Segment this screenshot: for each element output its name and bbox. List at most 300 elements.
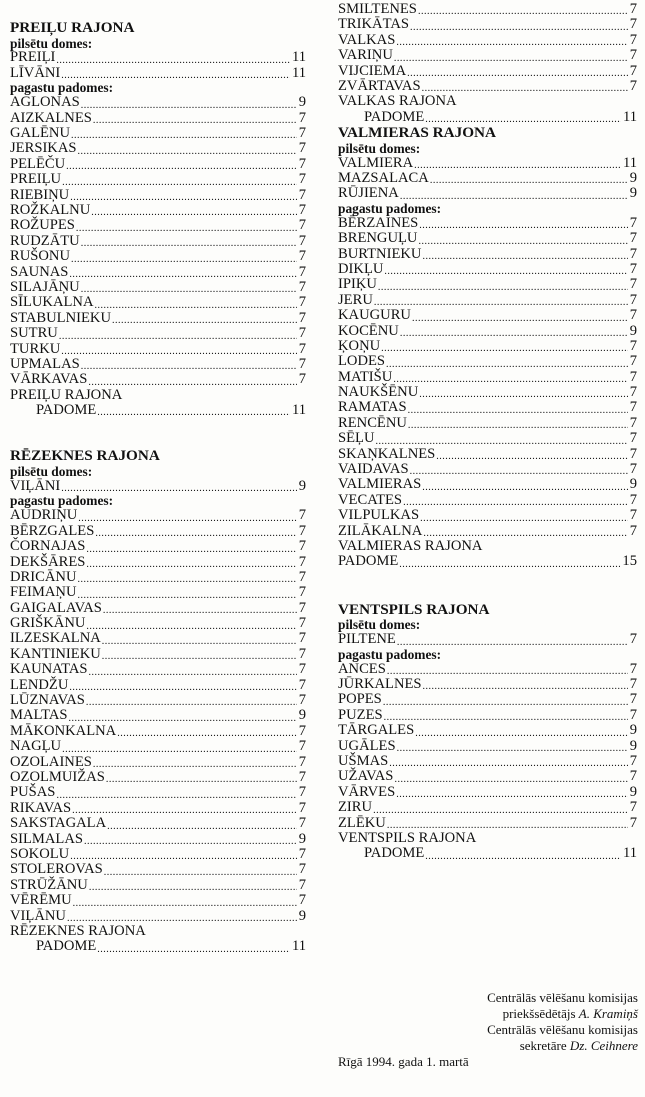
dot-leader (78, 514, 296, 524)
seat-count: 7 (298, 278, 306, 295)
entry-row (10, 785, 306, 800)
entry-row (338, 262, 637, 277)
entry-name: SILAJĀŅU (10, 278, 80, 295)
dot-leader (384, 713, 628, 723)
entry-row (338, 508, 637, 523)
seat-count: 7 (298, 630, 306, 647)
dot-leader (95, 301, 297, 311)
entry-name: BĒRZAINES (338, 214, 419, 231)
entry-row (10, 678, 306, 693)
entry-name: PADOME (364, 845, 425, 862)
district-council-label: VENTSPILS RAJONA (338, 829, 477, 846)
district-heading: RĒZEKNES RAJONA (10, 447, 160, 465)
seat-count: 7 (298, 845, 306, 862)
dot-leader (400, 329, 628, 339)
entry-row (338, 739, 637, 754)
left-column (10, 0, 306, 955)
entry-row (10, 847, 306, 862)
entry-name: TRIKĀTAS (338, 16, 409, 33)
entry-name: UGĀLES (338, 737, 396, 754)
entry-row (10, 311, 306, 326)
seat-count: 7 (629, 753, 637, 769)
entry-name: BURTNIEKU (338, 245, 422, 262)
entry-row (10, 585, 306, 600)
seat-count: 9 (298, 830, 306, 847)
entry-row (338, 324, 637, 339)
dot-leader (422, 483, 627, 493)
entry-row (10, 111, 306, 126)
seat-count: 7 (298, 676, 306, 693)
entry-name: DIKĻU (338, 260, 384, 277)
entry-name: VILPULKAS (338, 507, 420, 524)
seat-count: 7 (298, 876, 306, 893)
seat-count: 7 (629, 276, 637, 293)
entry-name: PUŠAS (10, 784, 56, 801)
entry-row (10, 909, 306, 924)
seat-count: 7 (298, 294, 306, 311)
entry-row (338, 216, 637, 231)
entry-name: RENCĒNU (338, 414, 407, 431)
dot-leader (61, 347, 296, 357)
seat-count: 9 (629, 170, 637, 186)
dot-leader (89, 883, 297, 893)
dot-leader (389, 759, 627, 769)
entry-row (338, 816, 637, 831)
seat-count: 7 (298, 615, 306, 632)
entry-name: RIEBIŅU (10, 186, 70, 203)
seat-count: 7 (298, 125, 306, 142)
seat-count: 7 (629, 337, 637, 354)
seat-count: 7 (629, 507, 637, 524)
entry-row (338, 277, 637, 292)
entry-row (338, 462, 637, 477)
seat-count: 7 (629, 47, 637, 64)
seat-count: 7 (298, 692, 306, 709)
entry-row (338, 171, 637, 186)
entry-row (10, 862, 306, 877)
entry-row (10, 295, 306, 310)
entry-row (10, 616, 306, 631)
seat-count: 7 (629, 522, 637, 539)
dot-leader (425, 852, 621, 862)
entry-row (10, 555, 306, 570)
secretary-title: sekretāre (519, 1038, 570, 1053)
entry-row (338, 17, 637, 32)
dot-leader (102, 652, 297, 662)
entry-row (10, 51, 306, 66)
entry-row (338, 354, 637, 369)
entry-row (10, 249, 306, 264)
entry-name: BĒRZGALES (10, 522, 95, 539)
dot-leader (97, 408, 290, 418)
seat-count: 11 (291, 938, 306, 955)
seat-count: 7 (629, 353, 637, 370)
entry-name: ZLĒKU (338, 814, 386, 831)
dot-leader (78, 147, 297, 157)
entry-name: SĒĻU (338, 430, 375, 447)
seat-count: 9 (629, 322, 637, 339)
dot-leader (399, 560, 620, 570)
seat-count: 7 (629, 631, 637, 648)
entry-name: VALKAS (338, 31, 396, 48)
entry-name: ZILĀKALNA (338, 522, 423, 539)
seat-count: 7 (629, 62, 637, 79)
seat-count: 7 (298, 155, 306, 172)
entry-row (338, 64, 637, 79)
entry-name: IPIĶU (338, 276, 377, 293)
dot-leader (415, 729, 627, 739)
entry-row (10, 724, 306, 739)
dot-leader (397, 744, 628, 754)
dot-leader (84, 837, 297, 847)
entry-name: AGLONAS (10, 94, 80, 111)
entry-name: RŪJIENA (338, 185, 399, 202)
entry-name: PADOME (364, 108, 425, 125)
entry-row (10, 878, 306, 893)
entry-row (338, 662, 637, 677)
subsection-heading: pilsētu domes: (10, 463, 93, 479)
seat-count: 7 (629, 660, 637, 677)
seat-count: 9 (629, 737, 637, 754)
dot-leader (97, 945, 290, 955)
chairman-line (338, 1006, 638, 1022)
seat-count: 7 (298, 355, 306, 372)
dot-leader (117, 729, 296, 739)
district-council-label: PREIĻU RAJONA (10, 386, 123, 403)
entry-name: STRŪŽĀNU (10, 876, 88, 893)
seat-count: 7 (298, 784, 306, 801)
seat-count: 11 (622, 154, 637, 171)
entry-name: SUTRU (10, 325, 58, 342)
entry-row (10, 95, 306, 110)
entry-row (338, 400, 637, 415)
entry-row (338, 339, 637, 354)
entry-row (338, 800, 637, 815)
entry-row (338, 247, 637, 262)
seat-count: 11 (291, 49, 306, 66)
seat-count: 7 (298, 769, 306, 785)
dot-leader (56, 791, 296, 801)
entry-row (338, 846, 637, 861)
dot-leader (93, 116, 297, 126)
dot-leader (407, 69, 628, 79)
entry-row (338, 308, 637, 323)
seat-count: 7 (298, 248, 306, 265)
dot-leader (394, 775, 627, 785)
entry-name: SAKSTAGALA (10, 815, 107, 832)
district-council-label: VALKAS RAJONA (338, 93, 457, 110)
seat-count: 7 (629, 214, 637, 231)
entry-name: SĪLUKALNA (10, 294, 94, 311)
entry-name: ANCES (338, 660, 386, 677)
entry-name: ROŽKALNU (10, 202, 91, 218)
seat-count: 7 (298, 553, 306, 570)
entry-row (338, 447, 637, 462)
entry-name: FEIMAŅU (10, 584, 77, 601)
entry-name: VĒRĒMU (10, 892, 72, 909)
dot-leader (56, 56, 290, 66)
seat-count: 9 (298, 94, 306, 111)
entry-name: PADOME (338, 553, 399, 570)
seat-count: 7 (629, 430, 637, 447)
date-line: Rīgā 1994. gada 1. martā (338, 1054, 469, 1069)
entry-row (338, 110, 637, 125)
entry-name: JERSIKAS (10, 140, 77, 157)
entry-row (10, 280, 306, 295)
seat-count: 7 (298, 186, 306, 203)
entry-name: AIZKALNES (10, 109, 92, 126)
seat-count: 11 (622, 845, 637, 862)
entry-row (10, 524, 306, 539)
entry-name: KANTINIEKU (10, 645, 101, 662)
seat-count: 9 (298, 907, 306, 924)
seat-count: 7 (629, 445, 637, 462)
entry-row (338, 477, 637, 492)
entry-name: JERU (338, 291, 373, 308)
dot-leader (419, 390, 627, 400)
seat-count: 7 (298, 171, 306, 188)
seat-count: 7 (298, 815, 306, 832)
seat-count: 7 (298, 799, 306, 816)
entry-name: PADOME (36, 938, 97, 955)
entry-name: KAUGURU (338, 307, 411, 324)
entry-row (338, 708, 637, 723)
entry-name: PADOME (36, 402, 97, 419)
entry-row (338, 493, 637, 508)
entry-row (338, 370, 637, 385)
seat-count: 9 (298, 477, 306, 494)
district-heading: VALMIERAS RAJONA (338, 124, 496, 142)
seat-count: 9 (629, 476, 637, 493)
seat-count: 7 (298, 861, 306, 878)
entry-row (10, 342, 306, 357)
entry-row (338, 385, 637, 400)
seat-count: 9 (298, 707, 306, 724)
entry-row (338, 785, 637, 800)
seat-count: 9 (629, 722, 637, 739)
entry-name: VALMIERAS (338, 476, 422, 493)
seat-count: 7 (298, 507, 306, 524)
dot-leader (419, 221, 627, 231)
dot-leader (410, 467, 628, 477)
dot-leader (422, 252, 627, 262)
entry-row (10, 157, 306, 172)
entry-row (338, 2, 637, 17)
dot-leader (77, 575, 296, 585)
dot-leader (423, 682, 628, 692)
entry-row (338, 554, 637, 569)
entry-name: NAUKŠĒNU (338, 384, 419, 401)
dot-leader (104, 868, 297, 878)
entry-name: SAUNAS (10, 263, 69, 280)
entry-row (10, 188, 306, 203)
dot-leader (393, 375, 627, 385)
dot-leader (418, 237, 627, 247)
entry-row (10, 755, 306, 770)
dot-leader (81, 239, 297, 249)
entry-name: SILMALAS (10, 830, 83, 847)
dot-leader (386, 360, 628, 370)
dot-leader (103, 606, 297, 616)
entry-name: AUDRIŅU (10, 507, 78, 524)
right-column (338, 0, 637, 862)
dot-leader (86, 545, 296, 555)
entry-row (10, 632, 306, 647)
entry-name: VIĻĀNI (10, 477, 61, 494)
entry-row (10, 662, 306, 677)
seat-count: 7 (298, 140, 306, 157)
chairman-name: A. Kramiņš (578, 1006, 638, 1021)
seat-count: 7 (298, 738, 306, 755)
entry-name: ČORNAJAS (10, 538, 86, 555)
entry-name: ĶOŅU (338, 337, 381, 354)
dot-leader (430, 176, 628, 186)
entry-name: ZVĀRTAVAS (338, 77, 421, 94)
seat-count: 7 (629, 230, 637, 247)
entry-name: PREIĻI (10, 49, 56, 66)
dot-leader (394, 54, 628, 64)
entry-name: MAZSALACA (338, 170, 429, 186)
entry-name: RUDZĀTU (10, 232, 80, 249)
entry-row (10, 601, 306, 616)
district-heading: PREIĻU RAJONA (10, 19, 135, 36)
entry-row (338, 416, 637, 431)
entry-row (338, 723, 637, 738)
subsection-heading: pagastu padomes: (10, 493, 114, 509)
entry-name: VIJCIEMA (338, 62, 407, 79)
subsection-heading: pagastu padomes: (338, 646, 442, 662)
seat-count: 7 (629, 706, 637, 723)
secretary-name: Dz. Ceihnere (569, 1038, 638, 1053)
entry-name: ZIRU (338, 799, 373, 816)
dot-leader (374, 298, 628, 308)
entry-name: DRICĀNU (10, 568, 77, 585)
dot-leader (408, 421, 628, 431)
dot-leader (86, 560, 296, 570)
commission-line-1: Centrālās vēlēšanu komisijas (487, 990, 638, 1005)
entry-row (10, 403, 306, 418)
district-council-label: VALMIERAS RAJONA (338, 538, 483, 554)
dot-leader (71, 131, 297, 141)
dot-leader (69, 683, 296, 693)
entry-name: BRENGUĻU (338, 230, 418, 247)
dot-leader (384, 267, 627, 277)
entry-name: GAIGALAVAS (10, 599, 102, 616)
seat-count: 7 (298, 109, 306, 126)
entry-name: LŪZNAVAS (10, 692, 85, 709)
seat-count: 7 (629, 768, 637, 785)
entry-name: VIĻĀNU (10, 907, 66, 924)
entry-row (338, 632, 637, 647)
entry-name: OZOLAINES (10, 753, 92, 770)
seat-count: 7 (629, 260, 637, 277)
dot-leader (62, 178, 297, 188)
entry-name: LĪVĀNI (10, 64, 61, 81)
spacer (338, 570, 637, 602)
dot-leader (81, 101, 297, 111)
commission-line-2: Centrālās vēlēšanu komisijas (487, 1022, 638, 1037)
seat-count: 11 (291, 64, 306, 81)
dot-leader (383, 698, 628, 708)
subsection-heading: pilsētu domes: (338, 140, 421, 156)
dot-leader (86, 622, 296, 632)
entry-name: GALĒNU (10, 125, 70, 142)
seat-count: 7 (629, 307, 637, 324)
seat-count: 7 (629, 0, 637, 17)
entry-row (10, 357, 306, 372)
entry-row (10, 801, 306, 816)
entry-name: VĀRVES (338, 783, 396, 800)
entry-name: VAIDAVAS (338, 461, 409, 478)
entry-row (10, 939, 306, 954)
entry-row (10, 126, 306, 141)
dot-leader (71, 255, 297, 265)
entry-name: JŪRKALNES (338, 676, 422, 693)
seat-count: 7 (298, 522, 306, 539)
entry-row (338, 431, 637, 446)
entry-name: DEKŠĀRES (10, 553, 86, 570)
dot-leader (70, 852, 297, 862)
subsection-heading: pilsētu domes: (338, 617, 421, 633)
entry-name: SKAŅKALNES (338, 445, 436, 462)
entry-name: VARIŅU (338, 47, 393, 64)
seat-count: 7 (298, 568, 306, 585)
entry-row (10, 739, 306, 754)
entry-row (338, 677, 637, 692)
entry-name: SMILTENES (338, 0, 417, 17)
dot-leader (436, 452, 627, 462)
entry-name: LODES (338, 353, 386, 370)
entry-name: KOCĒNU (338, 322, 399, 339)
dot-leader (66, 162, 297, 172)
entry-name: TURKU (10, 340, 61, 357)
entry-row (338, 156, 637, 171)
dot-leader (408, 406, 628, 416)
subsection-heading: pilsētu domes: (10, 35, 93, 51)
entry-row (10, 508, 306, 523)
dot-leader (378, 283, 628, 293)
seat-count: 7 (629, 676, 637, 693)
entry-row (10, 66, 306, 81)
entry-row (10, 141, 306, 156)
seat-count: 7 (629, 77, 637, 94)
dot-leader (112, 316, 297, 326)
entry-row (338, 33, 637, 48)
entry-row (10, 479, 306, 494)
seat-count: 7 (298, 584, 306, 601)
entry-name: RIKAVAS (10, 799, 72, 816)
seat-count: 7 (629, 691, 637, 708)
entry-name: MĀKONKALNA (10, 722, 117, 739)
dot-leader (73, 899, 297, 909)
dot-leader (81, 285, 297, 295)
entry-row (10, 693, 306, 708)
entry-name: UŠMAS (338, 753, 389, 769)
seat-count: 7 (629, 245, 637, 262)
entry-row (338, 524, 637, 539)
seat-count: 15 (622, 553, 637, 570)
entry-row (338, 48, 637, 63)
entry-name: UŽAVAS (338, 768, 394, 785)
entry-row (10, 372, 306, 387)
entry-row (338, 231, 637, 246)
entry-name: ROŽUPES (10, 217, 75, 234)
entry-row (10, 893, 306, 908)
dot-leader (70, 193, 297, 203)
seat-count: 7 (298, 202, 306, 218)
dot-leader (76, 224, 297, 234)
entry-name: NAGĻU (10, 738, 62, 755)
